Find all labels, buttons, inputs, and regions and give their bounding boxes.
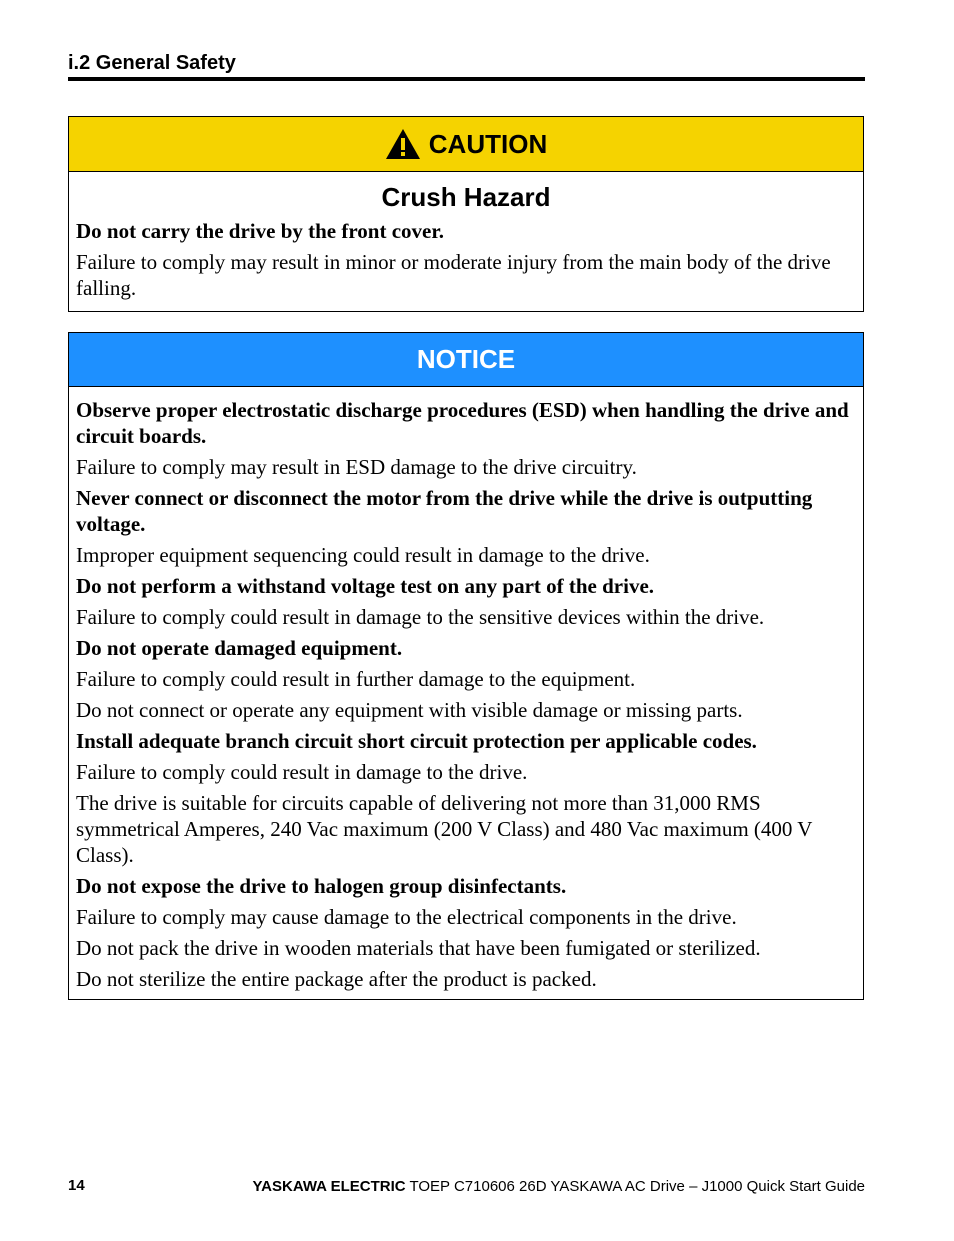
footer-brand: YASKAWA ELECTRIC <box>252 1178 406 1195</box>
footer-doc-info <box>253 1178 865 1195</box>
footer-doc-title: TOEP C710606 26D YASKAWA AC Drive – J1000 Quick Start Guide <box>405 1178 865 1195</box>
caution-instruction: Do not carry the drive by the front cover. <box>76 219 445 243</box>
notice-instruction: Do not perform a withstand voltage test on any part of the drive. <box>76 574 655 598</box>
notice-consequence: Improper equipment sequencing could result in damage to the drive. <box>76 543 650 567</box>
page-number: 14 <box>68 1177 85 1194</box>
notice-consequence: Failure to comply could result in damage to the drive. <box>76 760 528 784</box>
notice-consequence: Do not sterilize the entire package after the product is packed. <box>76 967 597 991</box>
notice-consequence: Failure to comply may cause damage to the electrical components in the drive. <box>76 905 737 929</box>
caution-consequence: Failure to comply may result in minor or moderate injury from the main body of the drive falling. <box>76 250 831 300</box>
notice-consequence: Failure to comply could result in damage to the sensitive devices within the drive. <box>76 605 765 629</box>
notice-instruction: Do not expose the drive to halogen group disinfectants. <box>76 874 567 898</box>
hazard-title: Crush Hazard <box>381 182 551 212</box>
notice-instruction: Do not operate damaged equipment. <box>76 636 403 660</box>
notice-consequence: The drive is suitable for circuits capable of delivering not more than 31,000 RMS symmetrical Amperes, 240 Vac maximum (200 V Class) and 480 Vac maximum (400 V Class). <box>76 791 813 867</box>
section-heading: i.2 General Safety <box>68 52 236 74</box>
notice-box <box>68 332 864 1000</box>
caution-box <box>68 116 864 312</box>
caution-banner <box>69 117 863 172</box>
caution-content <box>69 218 863 301</box>
notice-consequence: Failure to comply may result in ESD damage to the drive circuitry. <box>76 455 637 479</box>
caution-label: CAUTION <box>428 128 548 159</box>
notice-consequence: Do not pack the drive in wooden materials that have been fumigated or sterilized. <box>76 936 761 960</box>
notice-banner <box>69 333 863 387</box>
heading-rule <box>68 77 865 81</box>
notice-label: NOTICE <box>416 344 516 374</box>
notice-instruction: Install adequate branch circuit short circuit protection per applicable codes. <box>76 729 757 753</box>
warning-triangle-icon <box>385 127 421 161</box>
notice-instruction: Observe proper electrostatic discharge procedures (ESD) when handling the drive and circuit boards. <box>76 398 849 448</box>
notice-instruction: Never connect or disconnect the motor from the drive while the drive is outputting voltage. <box>76 486 813 536</box>
notice-content <box>69 397 863 992</box>
notice-consequence: Failure to comply could result in further damage to the equipment. <box>76 667 636 691</box>
notice-consequence: Do not connect or operate any equipment with visible damage or missing parts. <box>76 698 743 722</box>
